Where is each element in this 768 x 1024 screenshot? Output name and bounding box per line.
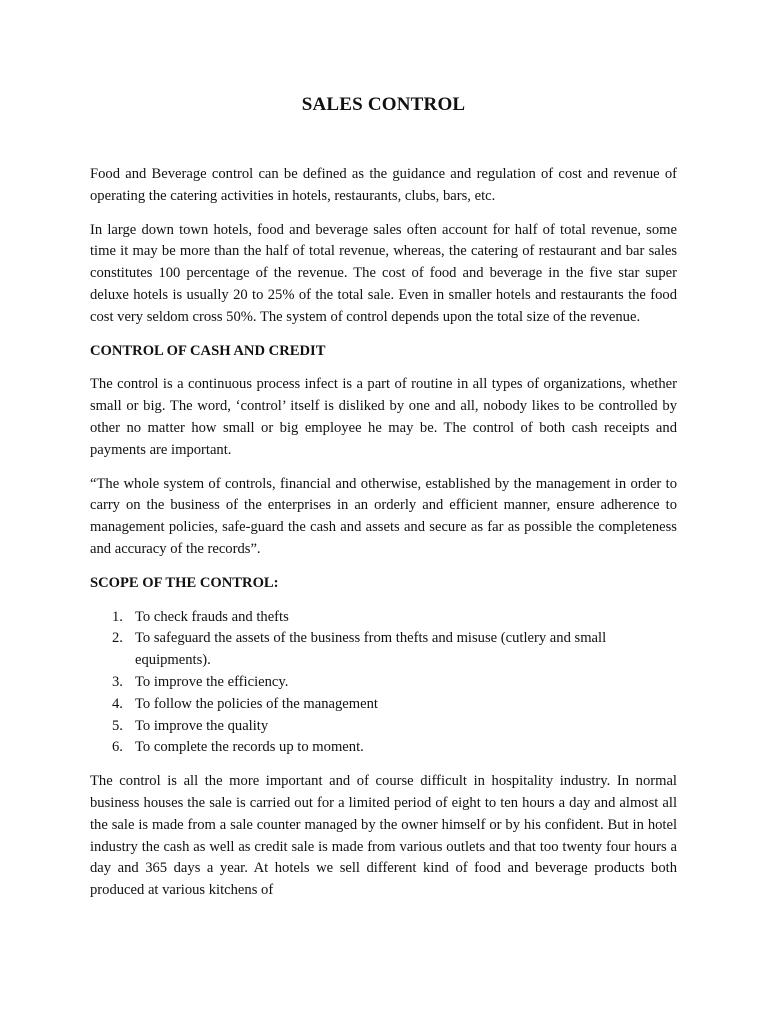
list-item-text: To complete the records up to moment. [135, 739, 364, 756]
list-item [90, 737, 677, 759]
list-item [90, 628, 677, 672]
intro-paragraph-2: In large down town hotels, food and beverage sales often account for half of total revenue, some time it may be more than the half of total revenue, whereas, the catering of restaurant and bar sales constitutes 100 percentage of the revenue. The cost of food and beverage in the five star super deluxe hotels is usually 20 to 25% of the total sale. Even in smaller hotels and restaurants the food cost very seldom cross 50%. The system of control depends upon the total size of the revenue. [90, 221, 677, 325]
document-title: SALES CONTROL [301, 94, 466, 115]
document-page [90, 92, 677, 914]
list-item-text: To check frauds and thefts [135, 608, 289, 625]
list-item-number: 6. [112, 739, 123, 756]
scope-closing-paragraph: The control is all the more important and of course difficult in hospitality industry. In normal business houses the sale is carried out for a limited period of eight to ten hours a day and almost all the sale is made from a sale counter managed by the owner himself or by his confident. But in hotel industry the cash as well as credit sale is made from various outlets and that too twenty four hours a day and 365 days a year. At hotels we sell different kind of food and beverage products both produced at various kitchens of [90, 773, 677, 899]
scope-list [90, 607, 677, 760]
list-item-number: 1. [112, 608, 123, 625]
list-item-text: To improve the quality [135, 717, 269, 734]
list-item [90, 607, 677, 629]
list-item-text: To follow the policies of the management [135, 695, 378, 712]
section-heading-cash-credit: CONTROL OF CASH AND CREDIT [90, 342, 326, 359]
list-item [90, 716, 677, 738]
list-item-number: 2. [112, 630, 123, 647]
section-heading-scope: SCOPE OF THE CONTROL: [90, 574, 279, 591]
list-item-text: To safeguard the assets of the business from thefts and misuse (cutlery and small equipments). [135, 630, 607, 669]
cash-credit-paragraph-1: The control is a continuous process infect is a part of routine in all types of organizations, whether small or big. The word, ‘control’ itself is disliked by one and all, nobody likes to be controlled by other no matter how small or big employee he may be. The control of both cash receipts and payments are important. [90, 376, 677, 458]
list-item-number: 3. [112, 673, 123, 690]
cash-credit-paragraph-2: “The whole system of controls, financial and otherwise, established by the management in order to carry on the business of the enterprises in an orderly and efficient manner, ensure adherence to management policies, safe-guard the cash and assets and secure as far as possible the completeness and accuracy of the records”. [90, 475, 677, 557]
list-item [90, 672, 677, 694]
list-item-text: To improve the efficiency. [135, 673, 289, 690]
list-item-number: 4. [112, 695, 123, 712]
intro-paragraph-1: Food and Beverage control can be defined as the guidance and regulation of cost and revenue of operating the catering activities in hotels, restaurants, clubs, bars, etc. [90, 166, 677, 204]
list-item [90, 694, 677, 716]
list-item-number: 5. [112, 717, 123, 734]
